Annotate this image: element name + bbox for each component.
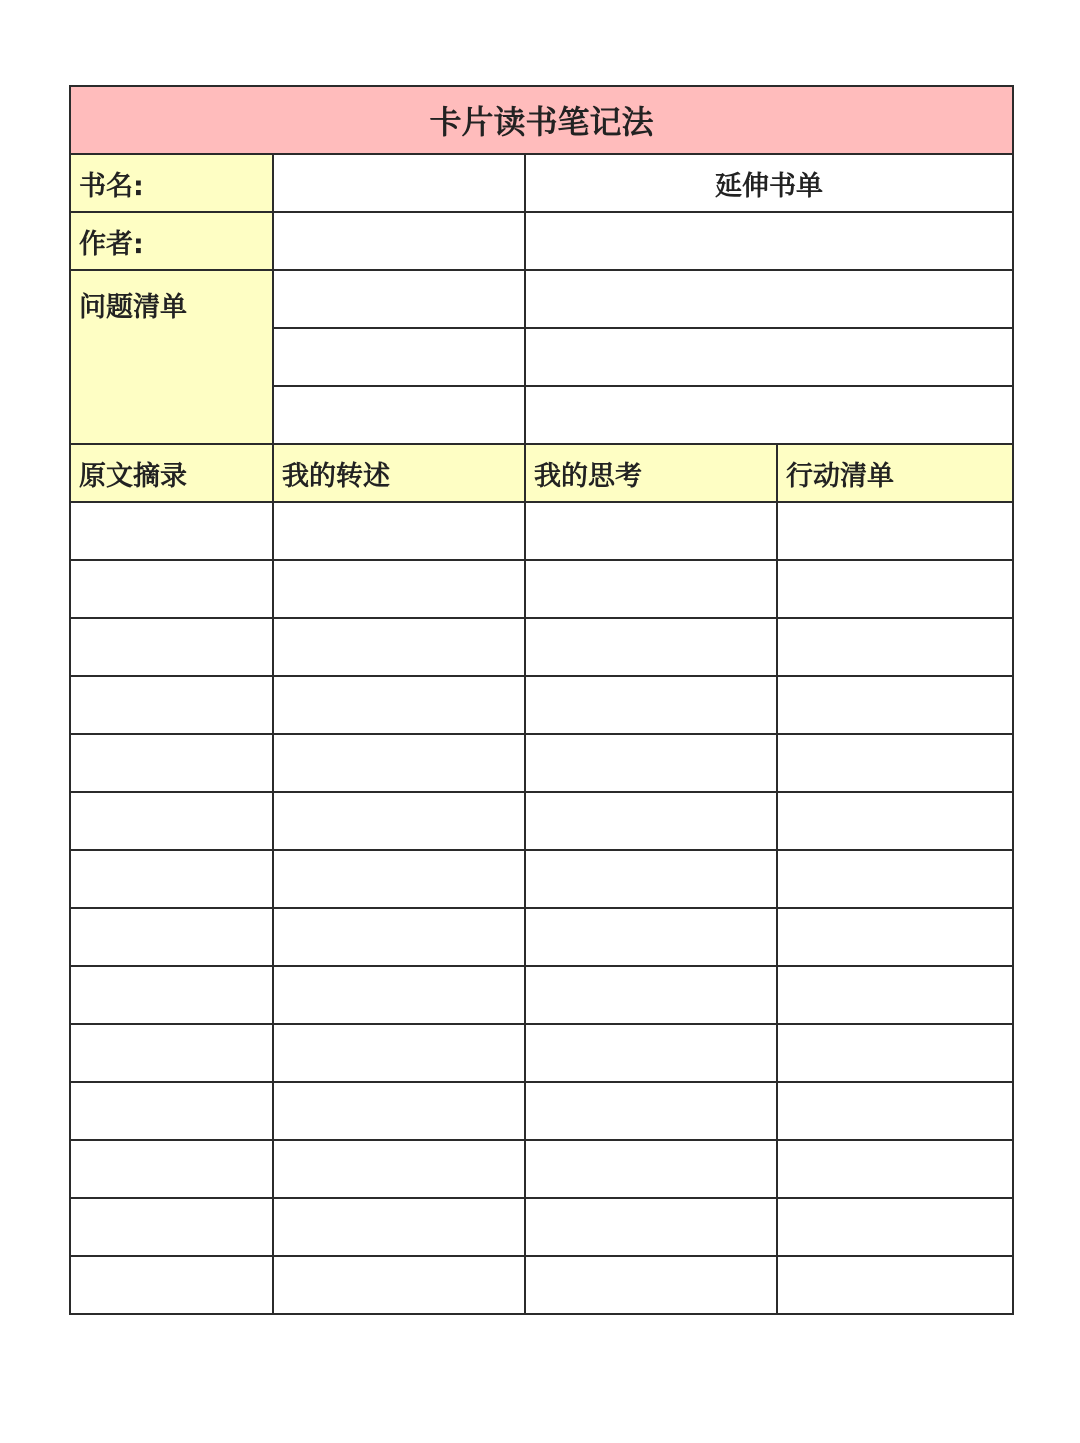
note-row xyxy=(70,1140,1013,1198)
question-row xyxy=(70,270,1013,328)
excerpt-cell[interactable] xyxy=(70,1198,273,1256)
thinking-cell[interactable] xyxy=(525,734,777,792)
thinking-cell[interactable] xyxy=(525,1256,777,1314)
note-row xyxy=(70,1256,1013,1314)
excerpt-cell[interactable] xyxy=(70,1024,273,1082)
note-row xyxy=(70,850,1013,908)
book-name-field[interactable] xyxy=(273,154,525,212)
excerpt-cell[interactable] xyxy=(70,792,273,850)
action-cell[interactable] xyxy=(777,850,1013,908)
paraphrase-cell[interactable] xyxy=(273,734,525,792)
author-row xyxy=(70,212,1013,270)
action-cell[interactable] xyxy=(777,908,1013,966)
note-row xyxy=(70,734,1013,792)
excerpt-cell[interactable] xyxy=(70,908,273,966)
question-field[interactable] xyxy=(273,328,525,386)
paraphrase-cell[interactable] xyxy=(273,1082,525,1140)
book-name-row xyxy=(70,154,1013,212)
column-header-row xyxy=(70,444,1013,502)
author-field[interactable] xyxy=(273,212,525,270)
action-cell[interactable] xyxy=(777,560,1013,618)
paraphrase-cell[interactable] xyxy=(273,1198,525,1256)
action-cell[interactable] xyxy=(777,1082,1013,1140)
excerpt-cell[interactable] xyxy=(70,676,273,734)
action-cell[interactable] xyxy=(777,792,1013,850)
extended-reading-field[interactable] xyxy=(525,270,1013,328)
excerpt-cell[interactable] xyxy=(70,966,273,1024)
action-cell[interactable] xyxy=(777,618,1013,676)
column-header-thinking: 我的思考 xyxy=(525,444,777,502)
reading-notes-card-table xyxy=(69,85,1014,1315)
thinking-cell[interactable] xyxy=(525,676,777,734)
paraphrase-cell[interactable] xyxy=(273,792,525,850)
action-cell[interactable] xyxy=(777,1024,1013,1082)
excerpt-cell[interactable] xyxy=(70,560,273,618)
note-row xyxy=(70,1024,1013,1082)
note-row xyxy=(70,1198,1013,1256)
column-header-excerpt: 原文摘录 xyxy=(70,444,273,502)
question-field[interactable] xyxy=(273,270,525,328)
thinking-cell[interactable] xyxy=(525,618,777,676)
thinking-cell[interactable] xyxy=(525,1140,777,1198)
action-cell[interactable] xyxy=(777,1198,1013,1256)
action-cell[interactable] xyxy=(777,1140,1013,1198)
title-row xyxy=(70,86,1013,154)
paraphrase-cell[interactable] xyxy=(273,908,525,966)
thinking-cell[interactable] xyxy=(525,1198,777,1256)
extended-reading-field[interactable] xyxy=(525,386,1013,444)
extended-reading-label: 延伸书单 xyxy=(525,154,1013,212)
column-header-action: 行动清单 xyxy=(777,444,1013,502)
note-row xyxy=(70,676,1013,734)
thinking-cell[interactable] xyxy=(525,850,777,908)
thinking-cell[interactable] xyxy=(525,908,777,966)
action-cell[interactable] xyxy=(777,1256,1013,1314)
action-cell[interactable] xyxy=(777,734,1013,792)
action-cell[interactable] xyxy=(777,676,1013,734)
author-label: 作者: xyxy=(70,212,273,270)
paraphrase-cell[interactable] xyxy=(273,502,525,560)
paraphrase-cell[interactable] xyxy=(273,1256,525,1314)
excerpt-cell[interactable] xyxy=(70,850,273,908)
questions-label: 问题清单 xyxy=(70,270,273,444)
excerpt-cell[interactable] xyxy=(70,618,273,676)
paraphrase-cell[interactable] xyxy=(273,1024,525,1082)
question-field[interactable] xyxy=(273,386,525,444)
excerpt-cell[interactable] xyxy=(70,1256,273,1314)
paraphrase-cell[interactable] xyxy=(273,1140,525,1198)
note-row xyxy=(70,618,1013,676)
thinking-cell[interactable] xyxy=(525,502,777,560)
thinking-cell[interactable] xyxy=(525,966,777,1024)
thinking-cell[interactable] xyxy=(525,560,777,618)
paraphrase-cell[interactable] xyxy=(273,676,525,734)
note-row xyxy=(70,560,1013,618)
paraphrase-cell[interactable] xyxy=(273,560,525,618)
note-row xyxy=(70,1082,1013,1140)
thinking-cell[interactable] xyxy=(525,1082,777,1140)
card-title: 卡片读书笔记法 xyxy=(70,86,1013,154)
excerpt-cell[interactable] xyxy=(70,734,273,792)
extended-reading-field[interactable] xyxy=(525,212,1013,270)
extended-reading-field[interactable] xyxy=(525,328,1013,386)
book-name-label: 书名: xyxy=(70,154,273,212)
excerpt-cell[interactable] xyxy=(70,1140,273,1198)
paraphrase-cell[interactable] xyxy=(273,966,525,1024)
excerpt-cell[interactable] xyxy=(70,502,273,560)
thinking-cell[interactable] xyxy=(525,1024,777,1082)
thinking-cell[interactable] xyxy=(525,792,777,850)
paraphrase-cell[interactable] xyxy=(273,850,525,908)
note-row xyxy=(70,966,1013,1024)
paraphrase-cell[interactable] xyxy=(273,618,525,676)
note-row xyxy=(70,502,1013,560)
column-header-paraphrase: 我的转述 xyxy=(273,444,525,502)
action-cell[interactable] xyxy=(777,966,1013,1024)
excerpt-cell[interactable] xyxy=(70,1082,273,1140)
note-row xyxy=(70,792,1013,850)
note-row xyxy=(70,908,1013,966)
action-cell[interactable] xyxy=(777,502,1013,560)
